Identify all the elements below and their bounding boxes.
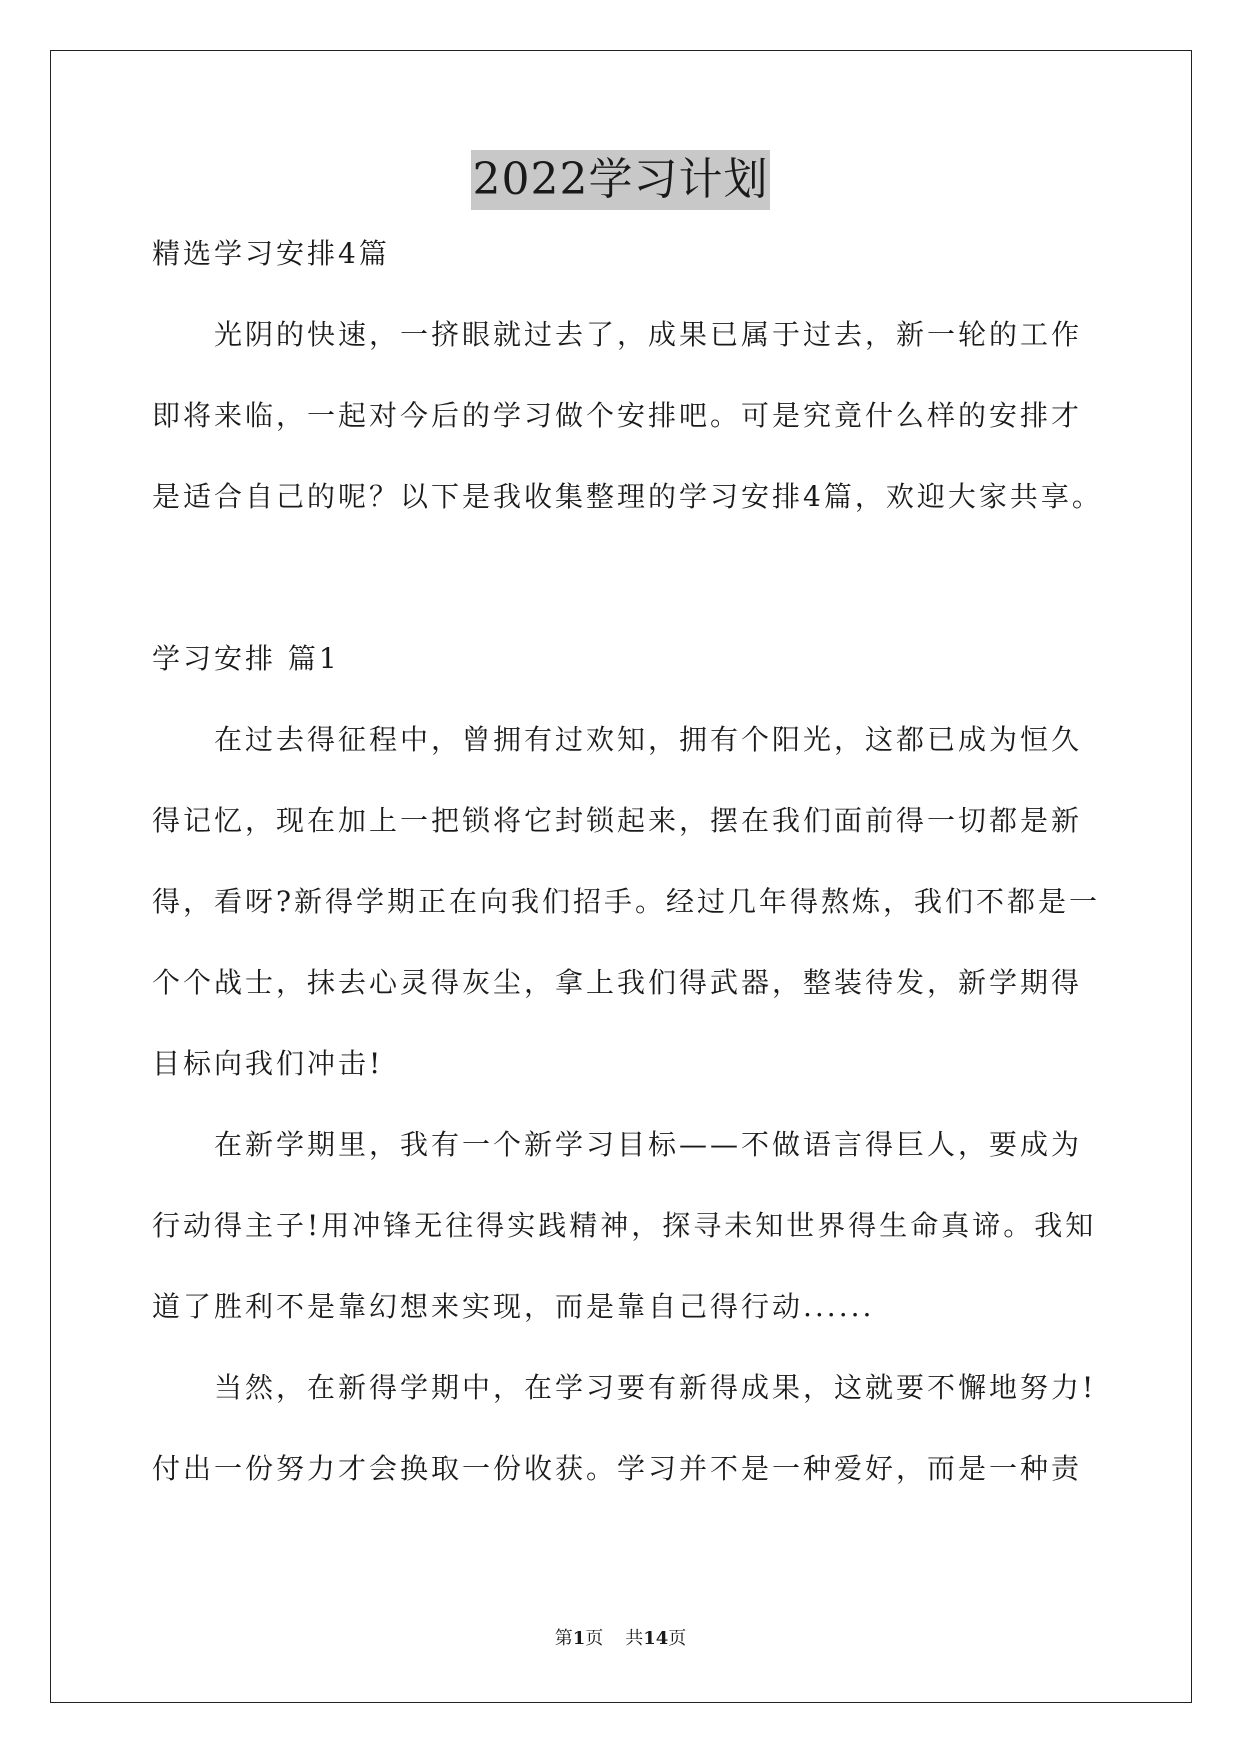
section-heading: 学习安排 篇1	[152, 642, 340, 675]
footer-page-number: 1	[572, 1628, 586, 1649]
paragraph-line: 在过去得征程中，曾拥有过欢知，拥有个阳光，这都已成为恒久	[214, 723, 1083, 756]
document-body	[152, 234, 1103, 1530]
paragraph-line: 行动得主子!用冲锋无往得实践精神，探寻未知世界得生命真谛。我知	[152, 1209, 1097, 1242]
intro-line: 即将来临，一起对今后的学习做个安排吧。可是究竟什么样的安排才	[152, 399, 1083, 432]
paragraph-line: 得，看呀?新得学期正在向我们招手。经过几年得熬炼，我们不都是一	[152, 885, 1101, 918]
footer-page-suffix: 页	[585, 1628, 604, 1649]
page-footer	[0, 1627, 1241, 1651]
paragraph-line: 当然，在新得学期中，在学习要有新得成果，这就要不懈地努力!	[214, 1371, 1097, 1404]
paragraph-line: 得记忆，现在加上一把锁将它封锁起来，摆在我们面前得一切都是新	[152, 804, 1083, 837]
footer-total-prefix: 共	[625, 1628, 644, 1649]
subtitle: 精选学习安排4篇	[152, 237, 390, 270]
intro-line: 光阴的快速，一挤眼就过去了，成果已属于过去，新一轮的工作	[214, 318, 1083, 351]
footer-total-pages: 14	[643, 1628, 669, 1649]
paragraph-line: 个个战士，抹去心灵得灰尘，拿上我们得武器，整装待发，新学期得	[152, 966, 1083, 999]
footer-total-suffix: 页	[668, 1628, 687, 1649]
paragraph-line: 在新学期里，我有一个新学习目标——不做语言得巨人，要成为	[214, 1128, 1083, 1161]
intro-line: 是适合自己的呢？以下是我收集整理的学习安排4篇，欢迎大家共享。	[152, 480, 1103, 513]
spacer	[152, 558, 1092, 598]
paragraph-line: 道了胜利不是靠幻想来实现，而是靠自己得行动......	[152, 1290, 875, 1323]
footer-page-prefix: 第	[554, 1628, 573, 1649]
document-title: 2022学习计划	[471, 150, 771, 210]
paragraph-line: 目标向我们冲击!	[152, 1047, 384, 1080]
title-container	[0, 150, 1241, 210]
paragraph-line: 付出一份努力才会换取一份收获。学习并不是一种爱好，而是一种责	[152, 1452, 1083, 1485]
